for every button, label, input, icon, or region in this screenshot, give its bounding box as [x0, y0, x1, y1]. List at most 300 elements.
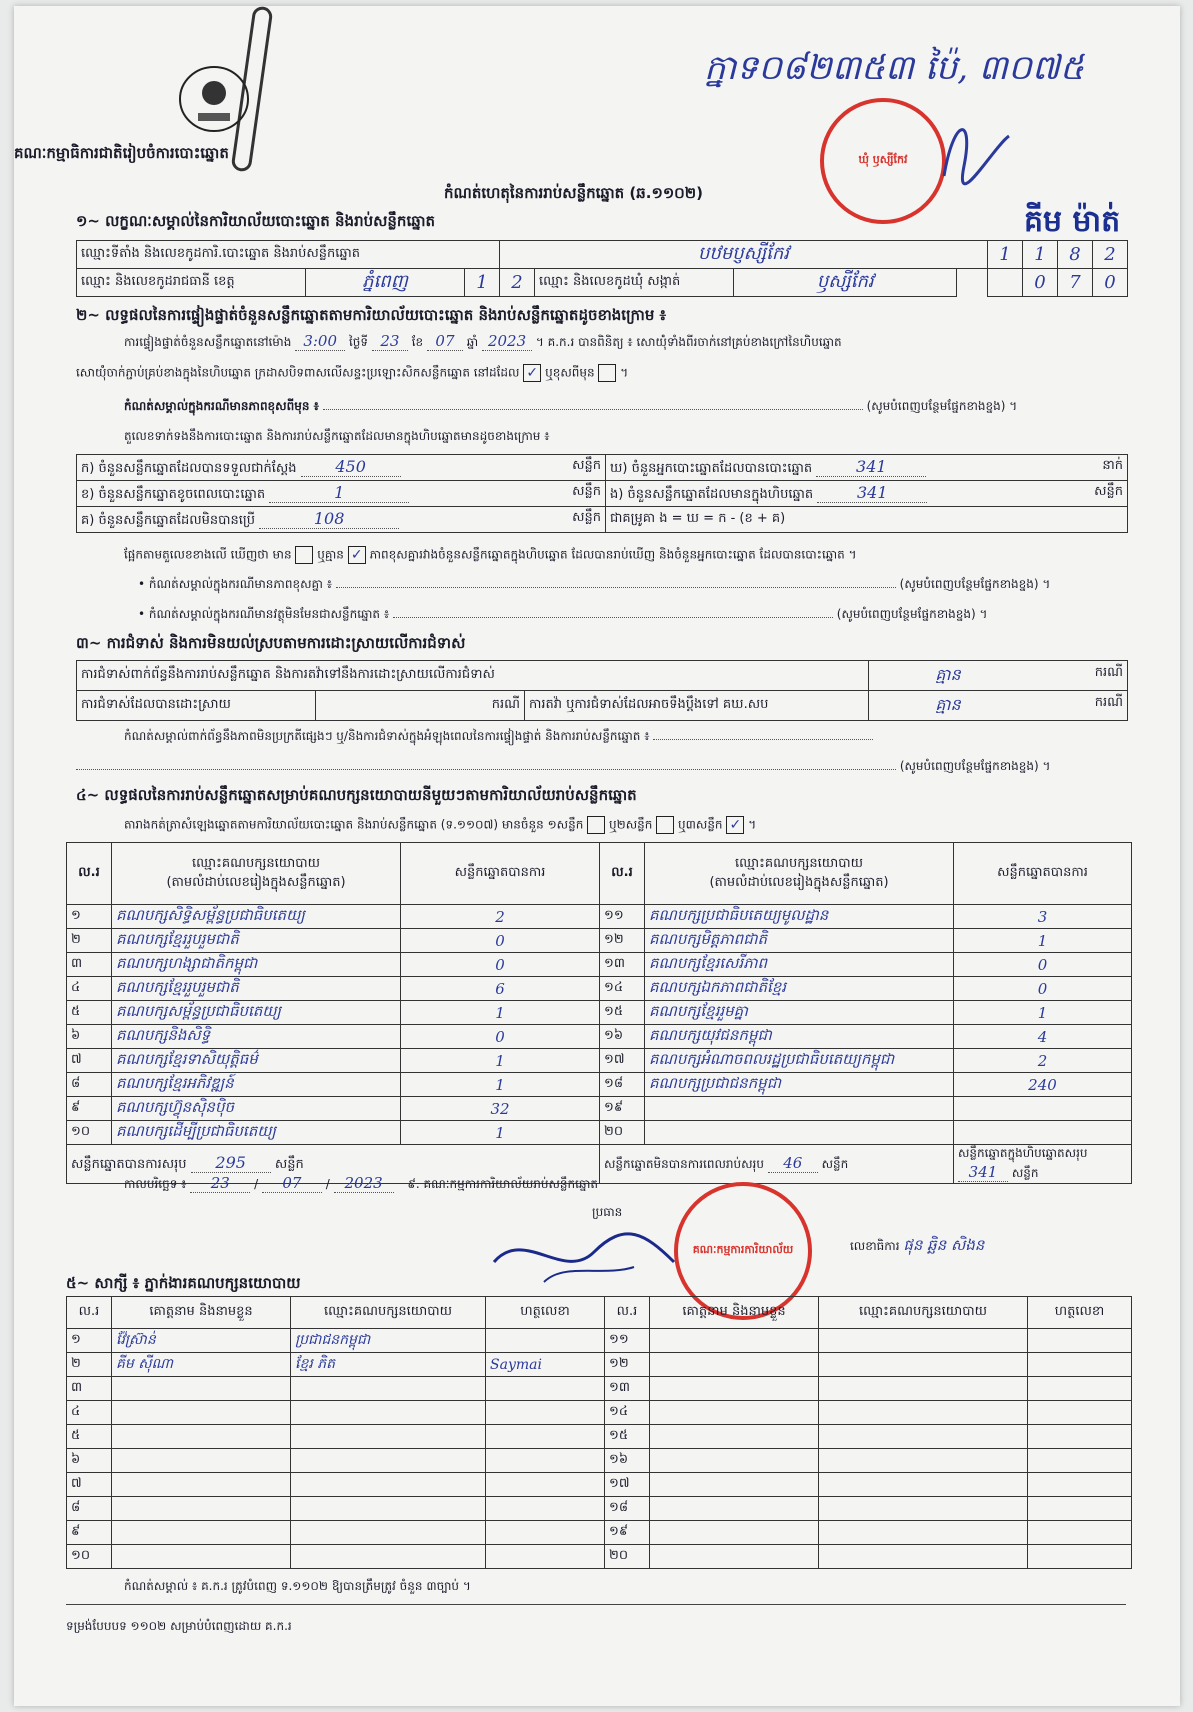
text: ឆ្នាំ: [466, 335, 479, 349]
witness-name: [650, 1425, 819, 1449]
chair-label: ប្រធាន: [592, 1205, 623, 1219]
row-number: ១០: [67, 1545, 112, 1569]
vote-count: 1: [954, 929, 1132, 953]
vote-count: 0: [401, 953, 600, 977]
vote-count: 1: [401, 1049, 600, 1073]
witness-signature: [486, 1425, 605, 1449]
row-number: ២: [67, 929, 112, 953]
committee-stamp: គណៈកម្មការការិយាល័យ: [674, 1182, 812, 1320]
vote-count: 6: [401, 977, 600, 1001]
witness-party: [819, 1353, 1028, 1377]
witness-party: [819, 1545, 1028, 1569]
row-number: ៨: [67, 1497, 112, 1521]
code-digit: 2: [1093, 241, 1128, 269]
table-row: [67, 953, 1132, 977]
text: (សូមបំពេញបន្ថែមផ្នែកខាងខ្នង) ។: [899, 759, 1051, 773]
text: នាក់: [1102, 457, 1123, 473]
text: ខែ: [411, 335, 424, 349]
text: តារាងកត់ត្រាសំឡេងឆ្នោតតាមការិយាល័យបោះឆ្នោត និងរាប់សន្លឹកឆ្នោត (ទ.១១០៧) មានចំនួន ១សន្លឹក: [124, 817, 584, 832]
party-name: គណបក្សខ្មែររួមគ្នា: [645, 1001, 954, 1025]
received-ballots: 450: [301, 457, 401, 477]
results-table: [66, 842, 1132, 1184]
section1-table: [76, 240, 1128, 297]
has-diff-checkbox[interactable]: [295, 546, 313, 564]
col-header: ឈ្មោះគណបក្សនយោបាយ: [291, 1297, 486, 1329]
table-row: [67, 1425, 1132, 1449]
voters-count: 341: [816, 457, 926, 477]
row-number: ១៧: [605, 1473, 650, 1497]
witness-name: [112, 1545, 291, 1569]
changed-checkbox[interactable]: [598, 364, 616, 382]
text: (តាមលំដាប់លេខរៀងក្នុងសន្លឹកឆ្នោត): [166, 874, 346, 890]
witness-party: [291, 1521, 486, 1545]
col-header: ល.រ: [600, 843, 645, 905]
section3-title: ៣~ ការជំទាស់ និងការមិនយល់ស្របតាមការដោះស្រាយលើការជំទាស់: [76, 634, 466, 652]
text: (សូមបំពេញបន្ថែមផ្នែកខាងខ្នង) ។: [836, 607, 988, 621]
section4-title: ៤~ លទ្ធផលនៃការរាប់សន្លឹកឆ្នោតសម្រាប់គណបក្សនយោបាយនីមួយៗតាមការិយាល័យរាប់សន្លឹកឆ្នោត: [76, 786, 637, 804]
row-number: ១៨: [605, 1497, 650, 1521]
party-name: គណបក្សខ្មែររួបរួមជាតិ: [112, 929, 401, 953]
text: ភាពខុសគ្នារវាងចំនួនសន្លឹកឆ្នោតក្នុងហិបឆ្នោត ដែលបានរាប់ឃើញ និងចំនួនអ្នកបោះឆ្នោត ដែលបានបោះឆ្នោត ។: [369, 547, 857, 562]
witness-name: [650, 1449, 819, 1473]
witness-signature: Saymai: [486, 1353, 605, 1377]
vote-count: 2: [401, 905, 600, 929]
text: • កំណត់សម្គាល់ក្នុងករណីមានភាពខុសគ្នា ៖: [138, 577, 333, 591]
witness-signature: [486, 1521, 605, 1545]
vote-count: 0: [401, 1025, 600, 1049]
code-digit: 0: [1093, 269, 1128, 297]
witness-name: [650, 1353, 819, 1377]
vote-count: 1: [954, 1001, 1132, 1025]
witness-signature: [1028, 1473, 1132, 1497]
one-sheet-checkbox[interactable]: [587, 816, 605, 834]
party-name: គណបក្សដើម្បីប្រជាធិបតេយ្យ: [112, 1121, 401, 1145]
row-number: ៣: [67, 1377, 112, 1401]
col-header: សន្លឹកឆ្នោតបានការ: [401, 843, 600, 905]
row-number: ២: [67, 1353, 112, 1377]
objections-table: [76, 660, 1128, 721]
unchanged-checkbox[interactable]: ✓: [523, 364, 541, 382]
party-name: គណបក្សអំណាចពលរដ្ឋប្រជាធិបតេយ្យកម្ពុជា: [645, 1049, 954, 1073]
col-header: ល.រ: [605, 1297, 650, 1329]
witness-party: [291, 1449, 486, 1473]
row-number: ១៤: [605, 1401, 650, 1425]
party-name: គណបក្សប្រជាធិបតេយ្យមូលដ្ឋាន: [645, 905, 954, 929]
witness-name: [112, 1521, 291, 1545]
vote-count: 3: [954, 905, 1132, 929]
irregularity-note: [124, 728, 873, 746]
code-digit: 1: [1023, 241, 1058, 269]
witness-name: [650, 1521, 819, 1545]
text: ។ គ.ក.រ បានពិនិត្យ ៖ សោយ៉ុំទាំងពីរចាក់នៅគ្រប់ខាងក្រៅនៃហិបឆ្នោត: [535, 335, 842, 349]
commune-label: ឈ្មោះ និងលេខកូដឃុំ សង្កាត់: [535, 269, 734, 297]
table-row: [67, 1377, 1132, 1401]
text: ៩. គណៈកម្មការការិយាល័យរាប់សន្លឹកឆ្នោត: [407, 1177, 599, 1191]
secretary-name: ផុន ឆ្ឆិន សិងន: [903, 1236, 985, 1254]
emblem-icon: [174, 61, 254, 136]
table-row: [67, 1121, 1132, 1145]
vote-count: [954, 1097, 1132, 1121]
text: ឬគ្មាន: [317, 547, 344, 562]
party-name: [645, 1121, 954, 1145]
spoiled-ballots: 1: [269, 483, 409, 503]
table-row: [67, 1401, 1132, 1425]
text: សន្លឹក: [572, 457, 601, 473]
party-name: គណបក្សឯកភាពជាតិខ្មែរ: [645, 977, 954, 1001]
section1-title: ១~ លក្ខណៈសម្គាល់នៃការិយាល័យបោះឆ្នោត និងរាប់សន្លឹកឆ្នោត: [76, 212, 436, 230]
table-row: [67, 1329, 1132, 1353]
row-number: ១៧: [600, 1049, 645, 1073]
row-number: ១៥: [600, 1001, 645, 1025]
foreign-object-note: [138, 606, 1134, 624]
witness-signature: [486, 1377, 605, 1401]
invalid-total: 46: [768, 1154, 818, 1173]
form-title: កំណត់ហេតុនៃការរាប់សន្លឹកឆ្នោត (ឆ.១១០២): [444, 184, 704, 202]
text: (សូមបំពេញបន្ថែមផ្នែកខាងខ្នង) ។: [866, 399, 1018, 413]
text: សន្លឹក: [821, 1157, 849, 1171]
chair-signature: [484, 1222, 684, 1292]
vote-count: 1: [401, 1073, 600, 1097]
text: កាលបរិច្ឆេទ ៖: [124, 1177, 187, 1191]
difference-note: [124, 398, 1134, 416]
row-number: ៦: [67, 1449, 112, 1473]
witness-party: [291, 1377, 486, 1401]
form-page: [14, 6, 1180, 1706]
witness-signature: [486, 1329, 605, 1353]
vote-count: [954, 1121, 1132, 1145]
witness-party: [819, 1449, 1028, 1473]
witness-table: [66, 1296, 1132, 1569]
unused-ballots: 108: [259, 509, 399, 529]
text: លេខាធិការ: [850, 1239, 900, 1253]
handwritten-ref: ក្នាទ០៨២៣៥៣ ប៉ៃ, ៣០៧៥: [704, 48, 1084, 88]
table-row: [67, 905, 1132, 929]
row-number: ៣: [67, 953, 112, 977]
text: ឬ២សន្លឹក: [609, 817, 653, 832]
table-row: [67, 1545, 1132, 1569]
two-sheet-checkbox[interactable]: [656, 816, 674, 834]
code-digit: 8: [1058, 241, 1093, 269]
party-name: គណបក្សខ្មែរសេរីភាព: [645, 953, 954, 977]
text: (សូមបំពេញបន្ថែមផ្នែកខាងខ្នង) ។: [899, 577, 1051, 591]
province-label: ឈ្មោះ និងលេខកូដរាជធានី ខេត្ត: [77, 269, 306, 297]
row-number: ៤: [67, 977, 112, 1001]
objection-count: គ្មាន: [935, 664, 961, 684]
table-row: [67, 929, 1132, 953]
vote-count: 0: [401, 929, 600, 953]
vote-count: 32: [401, 1097, 600, 1121]
party-name: គណបក្សខ្មែររួបរួមជាតិ: [112, 977, 401, 1001]
table-row: [67, 1521, 1132, 1545]
footnote: កំណត់សម្គាល់ ៖ គ.ក.រ ត្រូវបំពេញ ទ.១១០២ ឱ្យបានត្រឹមត្រូវ ចំនួន ៣ច្បាប់ ។: [124, 1579, 471, 1593]
witness-signature: [1028, 1497, 1132, 1521]
valid-total: 295: [191, 1153, 271, 1173]
witness-name: [650, 1401, 819, 1425]
row-number: ៨: [67, 1073, 112, 1097]
text: ង) ចំនួនសន្លឹកឆ្នោតដែលមានក្នុងហិបឆ្នោត: [610, 486, 814, 502]
witness-name: វ៉ែស្រ៊ាន់: [112, 1329, 291, 1353]
tally-intro: តារាងកត់ត្រាសំឡេងឆ្នោតតាមការិយាល័យបោះឆ្នោត និងរាប់សន្លឹកឆ្នោត (ទ.១១០៧) មានចំនួន ១សន្លឹក ឬ២សន្លឹក ឬ៣សន្លឹក ✓ ។: [124, 817, 757, 833]
table-row: [67, 1449, 1132, 1473]
col-header: សន្លឹកឆ្នោតបានការ: [954, 843, 1132, 905]
figures-intro: តួលេខទាក់ទងនឹងការបោះឆ្នោត និងការរាប់សន្លឹកឆ្នោតដែលមានក្នុងហិបឆ្នោតមានដូចខាងក្រោម ៖: [124, 429, 550, 443]
form-footer: ទម្រង់បែបបទ ១១០២ សម្រាប់បំពេញដោយ គ.ក.រ: [66, 1619, 292, 1633]
text: ឈ្មោះគណបក្សនយោបាយ: [192, 855, 320, 871]
three-sheet-checkbox[interactable]: ✓: [726, 816, 744, 834]
text: កំណត់សម្គាល់ពាក់ព័ន្ធនឹងភាពមិនប្រក្រតីផ្សេងៗ ឬ/និងការជំទាស់ក្នុងអំឡុងពេលនៃការផ្ទៀងផ្ទាត់ និងការរាប់សន្លឹកឆ្នោត ៖: [124, 729, 650, 743]
text: ខ) ចំនួនសន្លឹកឆ្នោតខូចពេលបោះឆ្នោត: [81, 486, 266, 502]
text: ករណី: [316, 691, 525, 721]
witness-name: [650, 1377, 819, 1401]
witness-name: [112, 1449, 291, 1473]
vote-count: 4: [954, 1025, 1132, 1049]
vote-count: 1: [401, 1121, 600, 1145]
row-number: ២០: [605, 1545, 650, 1569]
text: សន្លឹក: [1094, 483, 1123, 499]
party-name: គណបក្សហ៊្វុនស៊ិនប៉ិច: [112, 1097, 401, 1121]
text: ផ្អែកតាមតួលេខខាងលើ ឃើញថា មាន: [124, 547, 292, 562]
row-number: ១៩: [600, 1097, 645, 1121]
location-value: បឋមប្ញស្សីកែវ: [500, 241, 988, 269]
row-number: ១១: [600, 905, 645, 929]
col-header: ហត្ថលេខា: [486, 1297, 605, 1329]
complaint-count: គ្មាន: [935, 694, 961, 714]
box-total: 341: [958, 1163, 1008, 1182]
row-number: ១២: [605, 1353, 650, 1377]
text: សន្លឹក: [1011, 1166, 1039, 1180]
seal-line: សោយ៉ុំចាក់ភ្ជាប់គ្រប់ខាងក្នុងនៃហិបឆ្នោត ក្រដាសបិទពាសលើសន្ទះប្រឡោះសិកសន្លឹកឆ្នោត នៅដដែល ✓ ឬខុសពីមុន ។: [76, 365, 629, 381]
table-row: [67, 1497, 1132, 1521]
col-header: ឈ្មោះគណបក្សនយោបាយ: [819, 1297, 1028, 1329]
diff-note: [138, 576, 1134, 594]
row-number: ៤: [67, 1401, 112, 1425]
witness-party: [819, 1401, 1028, 1425]
text: (តាមលំដាប់លេខរៀងក្នុងសន្លឹកឆ្នោត): [709, 874, 889, 890]
col-header: [645, 843, 954, 905]
text: សោយ៉ុំចាក់ភ្ជាប់គ្រប់ខាងក្នុងនៃហិបឆ្នោត ក្រដាសបិទពាសលើសន្ទះប្រឡោះសិកសន្លឹកឆ្នោត នៅដដែល: [76, 365, 520, 380]
witness-party: ខ្មែរ ភិត: [291, 1353, 486, 1377]
diff-statement: [124, 546, 857, 565]
table-row: [67, 1097, 1132, 1121]
ballots-in-box: 341: [817, 483, 927, 503]
irregularity-fill: [76, 758, 1134, 776]
row-number: ៧: [67, 1049, 112, 1073]
section2-title: ២~ លទ្ធផលនៃការផ្ទៀងផ្ទាត់ចំនួនសន្លឹកឆ្នោតតាមការិយាល័យបោះឆ្នោត និងរាប់សន្លឹកឆ្នោតដូចខាងក្រោម ៖: [76, 306, 667, 324]
text: សន្លឹកឆ្នោតបានការសរុប: [71, 1157, 187, 1172]
witness-signature: [1028, 1329, 1132, 1353]
code-digit: 1: [988, 241, 1023, 269]
table-row: [67, 1049, 1132, 1073]
row-number: ៩: [67, 1521, 112, 1545]
col-header: គោត្តនាម និងនាមខ្លួន: [112, 1297, 291, 1329]
witness-signature: [1028, 1425, 1132, 1449]
witness-name: គីម ស៊ីណា: [112, 1353, 291, 1377]
text: សន្លឹកឆ្នោតក្នុងហិបឆ្នោតសរុប: [958, 1146, 1088, 1160]
text: សន្លឹក: [572, 483, 601, 499]
text: • កំណត់សម្គាល់ក្នុងករណីមានវត្ថុមិនមែនជាសន្លឹកឆ្នោត ៖: [138, 607, 390, 621]
col-header: ល.រ: [67, 843, 112, 905]
objection-label: ការជំទាស់ពាក់ព័ន្ធនឹងការរាប់សន្លឹកឆ្នោត និងការតវ៉ាទៅនឹងការដោះស្រាយលើការជំទាស់: [77, 661, 869, 691]
witness-name: [112, 1425, 291, 1449]
party-name: គណបក្សហង្សាជាតិកម្ពុជា: [112, 953, 401, 977]
text: ឬខុសពីមុន: [545, 365, 595, 380]
code-digit: 1: [465, 269, 500, 297]
witness-party: [291, 1545, 486, 1569]
row-number: ១៦: [605, 1449, 650, 1473]
witness-party: [819, 1521, 1028, 1545]
formula: ជាគម្រូគា ង = ឃ = ក - (ខ + គ): [606, 507, 1128, 533]
secretary-line: [850, 1236, 984, 1258]
signature-top: [934, 106, 1014, 196]
text: ករណី: [1094, 694, 1123, 710]
row-number: ១៥: [605, 1425, 650, 1449]
witness-name: [112, 1401, 291, 1425]
text: ឈ្មោះគណបក្សនយោបាយ: [735, 855, 863, 871]
witness-party: [291, 1401, 486, 1425]
witness-signature: [1028, 1545, 1132, 1569]
row-number: ១: [67, 1329, 112, 1353]
witness-name: [650, 1545, 819, 1569]
handwritten-name: គីម ម៉ាត់: [1024, 204, 1121, 239]
witness-signature: [486, 1545, 605, 1569]
party-name: គណបក្សខ្មែរអភិវឌ្ឍន៍: [112, 1073, 401, 1097]
vote-count: 240: [954, 1073, 1132, 1097]
witness-party: [819, 1497, 1028, 1521]
row-number: ១: [67, 905, 112, 929]
witness-signature: [1028, 1353, 1132, 1377]
party-name: [645, 1097, 954, 1121]
text: ឃ) ចំនួនអ្នកបោះឆ្នោតដែលបានបោះឆ្នោត: [610, 460, 813, 476]
location-label: ឈ្មោះទីតាំង និងលេខកូដការិ.បោះឆ្នោត និងរាប់សន្លឹកឆ្នោត: [77, 241, 500, 269]
col-header: ហត្ថលេខា: [1028, 1297, 1132, 1329]
date-day: 23: [190, 1174, 250, 1193]
witness-name: [112, 1473, 291, 1497]
row-number: ១៣: [600, 953, 645, 977]
vote-count: 0: [954, 953, 1132, 977]
col-header: [112, 843, 401, 905]
row-number: ១១: [605, 1329, 650, 1353]
party-name: គណបក្សប្រជាជនកម្ពុជា: [645, 1073, 954, 1097]
row-number: ១៦: [600, 1025, 645, 1049]
text: គ) ចំនួនសន្លឹកឆ្នោតដែលមិនបានប្រើ: [81, 512, 255, 528]
text: ឬ៣សន្លឹក: [678, 817, 723, 832]
party-name: គណបក្សមិត្តភាពជាតិ: [645, 929, 954, 953]
witness-signature: [486, 1449, 605, 1473]
table-row: [67, 1073, 1132, 1097]
text: ការផ្ទៀងផ្ទាត់ចំនួនសន្លឹកឆ្នោតនៅម៉ោង: [124, 335, 292, 349]
date-month: 07: [262, 1174, 322, 1193]
party-name: គណបក្សយុវជនកម្ពុជា: [645, 1025, 954, 1049]
table-row: [67, 1473, 1132, 1497]
table-row: [67, 977, 1132, 1001]
row-number: ១២: [600, 929, 645, 953]
row-number: ១៣: [605, 1377, 650, 1401]
party-name: គណបក្សខ្មែរទាសិយុត្តិធម៌: [112, 1049, 401, 1073]
row-number: ១០: [67, 1121, 112, 1145]
complaint-label: ការតវ៉ា ឬការជំទាស់ដែលអាចទឹងប្តឹងទៅ គឃ.សប: [525, 691, 869, 721]
province-value: ភ្នំពេញ: [306, 269, 465, 297]
code-digit: 0: [1023, 269, 1058, 297]
table-row: [67, 1001, 1132, 1025]
table-row: [67, 1025, 1132, 1049]
figures-table: [76, 454, 1128, 533]
witness-party: [819, 1425, 1028, 1449]
col-header: ល.រ: [67, 1297, 112, 1329]
month-value: 07: [427, 332, 463, 351]
date-line: កាលបរិច្ឆេទ ៖ 23 / 07 / 2023 ៩. គណៈកម្មការការិយាល័យរាប់សន្លឹកឆ្នោត: [124, 1174, 599, 1192]
row-number: ១៤: [600, 977, 645, 1001]
witness-name: [650, 1329, 819, 1353]
year-value: 2023: [482, 332, 532, 351]
table-row: [67, 1353, 1132, 1377]
witness-name: [112, 1377, 291, 1401]
row-number: ៥: [67, 1001, 112, 1025]
witness-signature: [486, 1473, 605, 1497]
col-header: គោត្តនាម និងនាមខ្លួន: [650, 1297, 819, 1329]
row-number: ៧: [67, 1473, 112, 1497]
row-number: ៩: [67, 1097, 112, 1121]
vote-count: 0: [954, 977, 1132, 1001]
vote-count: 1: [401, 1001, 600, 1025]
row-number: ៥: [67, 1425, 112, 1449]
verification-line: [124, 332, 1134, 352]
text: ក) ចំនួនសន្លឹកឆ្នោតដែលបានទទួលជាក់ស្តែង: [81, 460, 297, 476]
text: សន្លឹក: [274, 1157, 304, 1172]
witness-party: [819, 1473, 1028, 1497]
party-name: គណបក្សសម្ព័ន្ធប្រជាធិបតេយ្យ: [112, 1001, 401, 1025]
date-year: 2023: [334, 1174, 394, 1193]
witness-signature: [486, 1401, 605, 1425]
text: ថ្ងៃទី: [349, 335, 369, 349]
code-digit: 2: [500, 269, 535, 297]
witness-name: [650, 1473, 819, 1497]
witness-party: [291, 1425, 486, 1449]
witness-signature: [1028, 1521, 1132, 1545]
no-diff-checkbox[interactable]: ✓: [348, 546, 366, 564]
code-digit: 7: [1058, 269, 1093, 297]
witness-signature: [1028, 1377, 1132, 1401]
witness-name: [112, 1497, 291, 1521]
row-number: ១៨: [600, 1073, 645, 1097]
witness-party: ប្រជាជនកម្ពុជា: [291, 1329, 486, 1353]
party-name: គណបក្សនិងសិទ្ធិ: [112, 1025, 401, 1049]
org-name: គណៈកម្មាធិការជាតិរៀបចំការបោះឆ្នោត: [14, 144, 229, 162]
resolved-label: ការជំទាស់ដែលបានដោះស្រាយ: [77, 691, 316, 721]
text: ករណី: [1094, 664, 1123, 680]
row-number: ៦: [67, 1025, 112, 1049]
witness-signature: [1028, 1449, 1132, 1473]
vote-count: 2: [954, 1049, 1132, 1073]
text: សន្លឹក: [572, 509, 601, 525]
witness-signature: [486, 1497, 605, 1521]
divider: [66, 1604, 1126, 1605]
witness-party: [291, 1497, 486, 1521]
witness-signature: [1028, 1401, 1132, 1425]
witness-party: [819, 1377, 1028, 1401]
row-number: ១៩: [605, 1521, 650, 1545]
commune-stamp: ឃុំ ឫស្សីកែវ: [820, 98, 946, 224]
row-number: ២០: [600, 1121, 645, 1145]
time-value: 3:00: [295, 332, 345, 351]
witness-party: [291, 1473, 486, 1497]
text: កំណត់សម្គាល់ក្នុងករណីមានភាពខុសពីមុន ៖: [124, 399, 319, 413]
witness-party: [819, 1329, 1028, 1353]
day-value: 23: [372, 332, 408, 351]
witness-name: [650, 1497, 819, 1521]
text: សន្លឹកឆ្នោតមិនបានការពេលរាប់សរុប: [604, 1157, 764, 1171]
section5-title: ៥~ សាក្សី ៖ ភ្នាក់ងារគណបក្សនយោបាយ: [66, 1274, 301, 1292]
commune-value: ឫស្សីកែវ: [734, 269, 957, 297]
